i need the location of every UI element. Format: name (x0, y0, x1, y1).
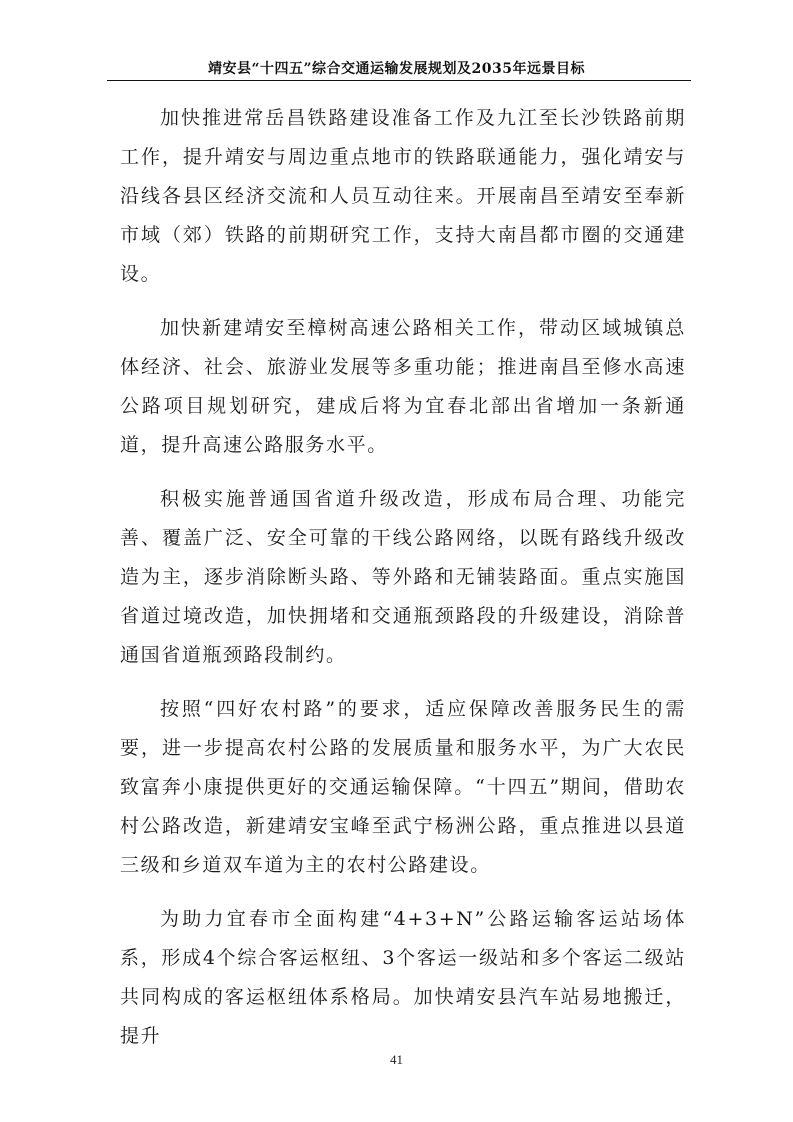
running-header-title: 靖安县“十四五”综合交通运输发展规划及2035年远景目标 (207, 61, 586, 77)
paragraph-rural-roads: 按照“四好农村路”的要求，适应保障改善服务民生的需要，进一步提高农村公路的发展质量和服务水平，为广大农民致富奔小康提供更好的交通运输保障。“十四五”期间，借助农村公路改造，新建靖安宝峰至武宁杨洲公路，重点推进以县道三级和乡道双车道为主的农村公路建设。 (120, 698, 686, 876)
paragraph-railway: 加快推进常岳昌铁路建设准备工作及九江至长沙铁路前期工作，提升靖安与周边重点地市的铁路联通能力，强化靖安与沿线各县区经济交流和人员互动往来。开展南昌至靖安至奉新市域（郊）铁路的前期研究工作，支持大南昌都市圈的交通建设。 (120, 107, 686, 285)
header-divider (107, 80, 691, 81)
paragraph-expressway: 加快新建靖安至樟树高速公路相关工作，带动区域城镇总体经济、社会、旅游业发展等多重功能；推进南昌至修水高速公路项目规划研究，建成后将为宜春北部出省增加一条新通道，提升高速公路服务水平。 (120, 317, 686, 456)
paragraph-passenger-stations: 为助力宜春市全面构建“4+3+N”公路运输客运站场体系，形成4个综合客运枢纽、3个客运一级站和多个客运二级站共同构成的客运枢纽体系格局。加快靖安县汽车站易地搬迁，提升 (120, 908, 686, 1047)
paragraph-trunk-roads: 积极实施普通国省道升级改造，形成布局合理、功能完善、覆盖广泛、安全可靠的干线公路网络，以既有路线升级改造为主，逐步消除断头路、等外路和无铺装路面。重点实施国省道过境改造，加快拥堵和交通瓶颈路段的升级建设，消除普通国省道瓶颈路段制约。 (120, 488, 686, 666)
page-number: 41 (390, 1052, 403, 1067)
body-text (120, 98, 686, 1056)
